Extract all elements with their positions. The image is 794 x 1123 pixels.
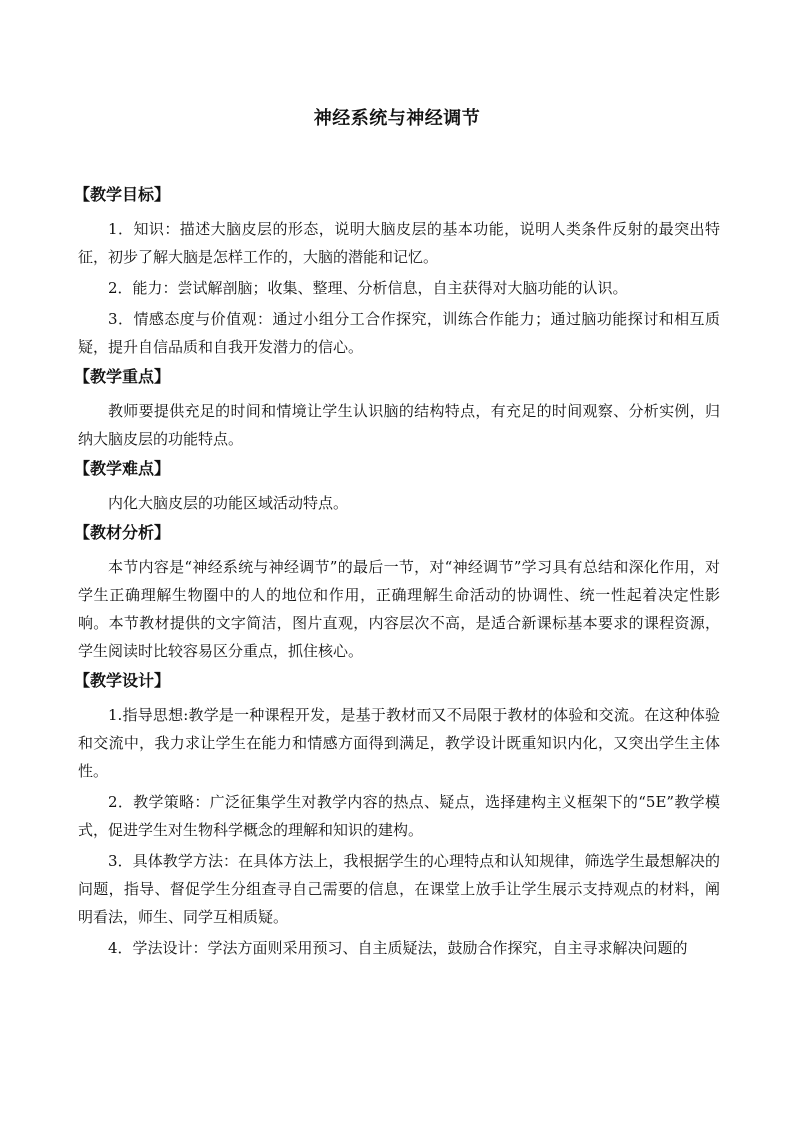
paragraph: 内化大脑皮层的功能区域活动特点。: [108, 494, 349, 512]
section-material-analysis: [74, 520, 720, 665]
section-heading: 【教学设计】: [74, 671, 171, 690]
paragraph: 教师要提供充足的时间和情境让学生认识脑的结构特点，有充足的时间观察、分析实例，归纳大脑皮层的功能特点。: [78, 402, 720, 448]
paragraph: 1．知识：描述大脑皮层的形态，说明大脑皮层的基本功能，说明人类条件反射的最突出特征，初步了解大脑是怎样工作的，大脑的潜能和记忆。: [78, 220, 720, 266]
section-heading: 【教学重点】: [74, 367, 171, 386]
section-objectives: [74, 182, 720, 361]
page-title: 神经系统与神经调节: [313, 108, 481, 129]
paragraph: 本节内容是“神经系统与神经调节”的最后一节，对“神经调节”学习具有总结和深化作用，对学生正确理解生物圈中的人的地位和作用，正确理解生命活动的协调性、统一性起着决定性影响。本节教材提供的文字简洁，图片直观，内容层次不高，是适合新课标基本要求的课程资源，学生阅读时比较容易区分重点，抓住核心。: [78, 558, 720, 660]
section-heading: 【教材分析】: [74, 523, 171, 542]
section-heading: 【教学难点】: [74, 459, 171, 478]
paragraph: 2．教学策略：广泛征集学生对教学内容的热点、疑点，选择建构主义框架下的“5E”教学模式，促进学生对生物科学概念的理解和知识的建构。: [78, 793, 720, 839]
paragraph: 1.指导思想:教学是一种课程开发，是基于教材而又不局限于教材的体验和交流。在这种体验和交流中，我力求让学生在能力和情感方面得到满足，教学设计既重知识内化，又突出学生主体性。: [78, 706, 720, 780]
paragraph: 4．学法设计：学法方面则采用预习、自主质疑法，鼓励合作探究，自主寻求解决问题的: [108, 939, 688, 957]
section-difficulties: [74, 456, 720, 517]
section-key-points: [74, 364, 720, 453]
paragraph: 2．能力：尝试解剖脑；收集、整理、分析信息，自主获得对大脑功能的认识。: [108, 279, 628, 297]
document-body: [74, 182, 720, 965]
paragraph: 3．情感态度与价值观：通过小组分工合作探究，训练合作能力；通过脑功能探讨和相互质疑，提升自信品质和自我开发潜力的信心。: [78, 310, 720, 356]
section-heading: 【教学目标】: [74, 185, 171, 204]
paragraph: 3．具体教学方法：在具体方法上，我根据学生的心理特点和认知规律，筛选学生最想解决的问题，指导、督促学生分组查寻自己需要的信息，在课堂上放手让学生展示支持观点的材料，阐明看法，师生、同学互相质疑。: [78, 852, 720, 926]
section-teaching-design: [74, 668, 720, 962]
